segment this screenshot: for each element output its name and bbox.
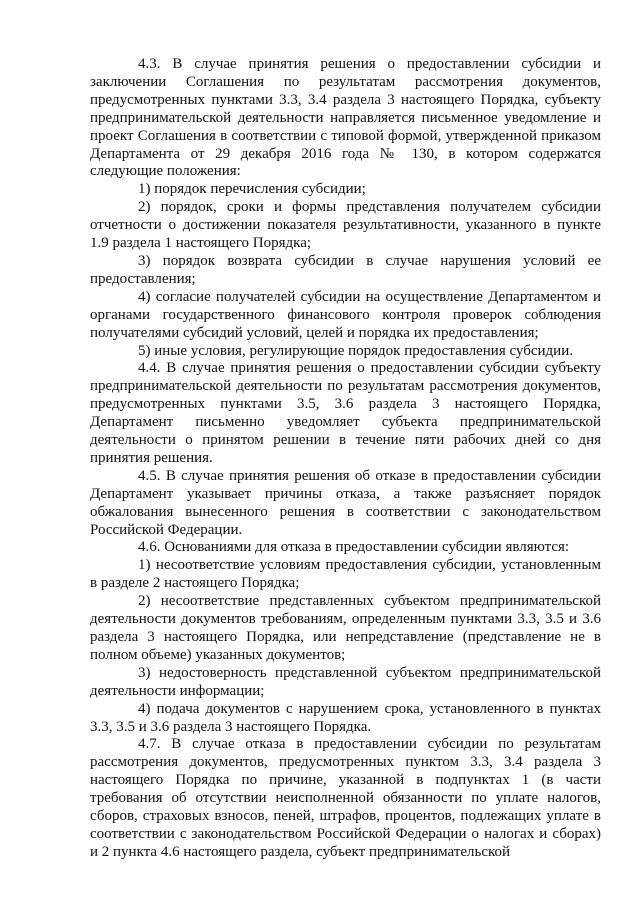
paragraph-4-3: 4.3. В случае принятия решения о предоставлении субсидии и заключении Соглашения по результатам рассмотрения документов, предусмотренных пунктами 3.3, 3.4 раздела 3 настоящего Порядка, субъекту предпринимательской деятельности направляется письменное уведомление и проект Соглашения в соответствии с типовой формой, утвержденной приказом Департамента от 29 декабря 2016 года № 130, в котором содержатся следующие положения: [90,56,601,180]
list-item-4-3-1: 1) порядок перечисления субсидии; [138,181,366,198]
list-item-4-6-2: 2) несоответствие представленных субъектом предпринимательской деятельности документов требованиям, определенным пунктами 3.3, 3.5 и 3.6 раздела 3 настоящего Порядка, или непредставление (представление не в полном объеме) указанных документов; [90,593,601,663]
list-item-4-3-5: 5) иные условия, регулирующие порядок предоставления субсидии. [138,342,573,359]
list-item-4-3-3: 3) порядок возврата субсидии в случае нарушения условий ее предоставления; [90,252,601,287]
paragraph-4-7: 4.7. В случае отказа в предоставлении субсидии по результатам рассмотрения документов, предусмотренных пунктом 3.3, 3.4 раздела 3 настоящего Порядка по причине, указанной в подпунктах 1 (в части требования об отсутствии неисполненной обязанности по уплате налогов, сборов, страховых взносов, пеней, штрафов, процентов, подлежащих уплате в соответствии с законодательством Российской Федерации о налогах и сборах) и 2 пункта 4.6 настоящего раздела, субъект предпринимательской [90,736,601,860]
paragraph-4-6: 4.6. Основаниями для отказа в предоставлении субсидии являются: [138,539,570,556]
list-item-4-6-3: 3) недостоверность представленной субъектом предпринимательской деятельности информации; [90,664,601,699]
list-item-4-6-1: 1) несоответствие условиям предоставления субсидии, установленным в разделе 2 настоящего Порядка; [90,557,601,592]
paragraph-4-5: 4.5. В случае принятия решения об отказе в предоставлении субсидии Департамент указывает причины отказа, а также разъясняет порядок обжалования вынесенного решения в соответствии с законодательством Российской Федерации. [90,467,601,538]
list-item-4-3-2: 2) порядок, сроки и формы представления получателем субсидии отчетности о достижении показателя результативности, указанного в пункте 1.9 раздела 1 настоящего Порядка; [90,199,601,252]
paragraph-4-4: 4.4. В случае принятия решения о предоставлении субсидии субъекту предпринимательской деятельности по результатам рассмотрения документов, предусмотренных пунктами 3.5, 3.6 раздела 3 настоящего Порядка, Департамент письменно уведомляет субъекта предпринимательской деятельности о принятом решении в течение пяти рабочих дней со дня принятия решения. [90,360,601,466]
list-item-4-3-4: 4) согласие получателей субсидии на осуществление Департаментом и органами государственного финансового контроля проверок соблюдения получателями субсидий условий, целей и порядка их предоставления; [90,288,601,341]
list-item-4-6-4: 4) подача документов с нарушением срока, установленного в пунктах 3.3, 3.5 и 3.6 раздела 3 настоящего Порядка. [90,700,601,735]
document-page [90,56,601,862]
